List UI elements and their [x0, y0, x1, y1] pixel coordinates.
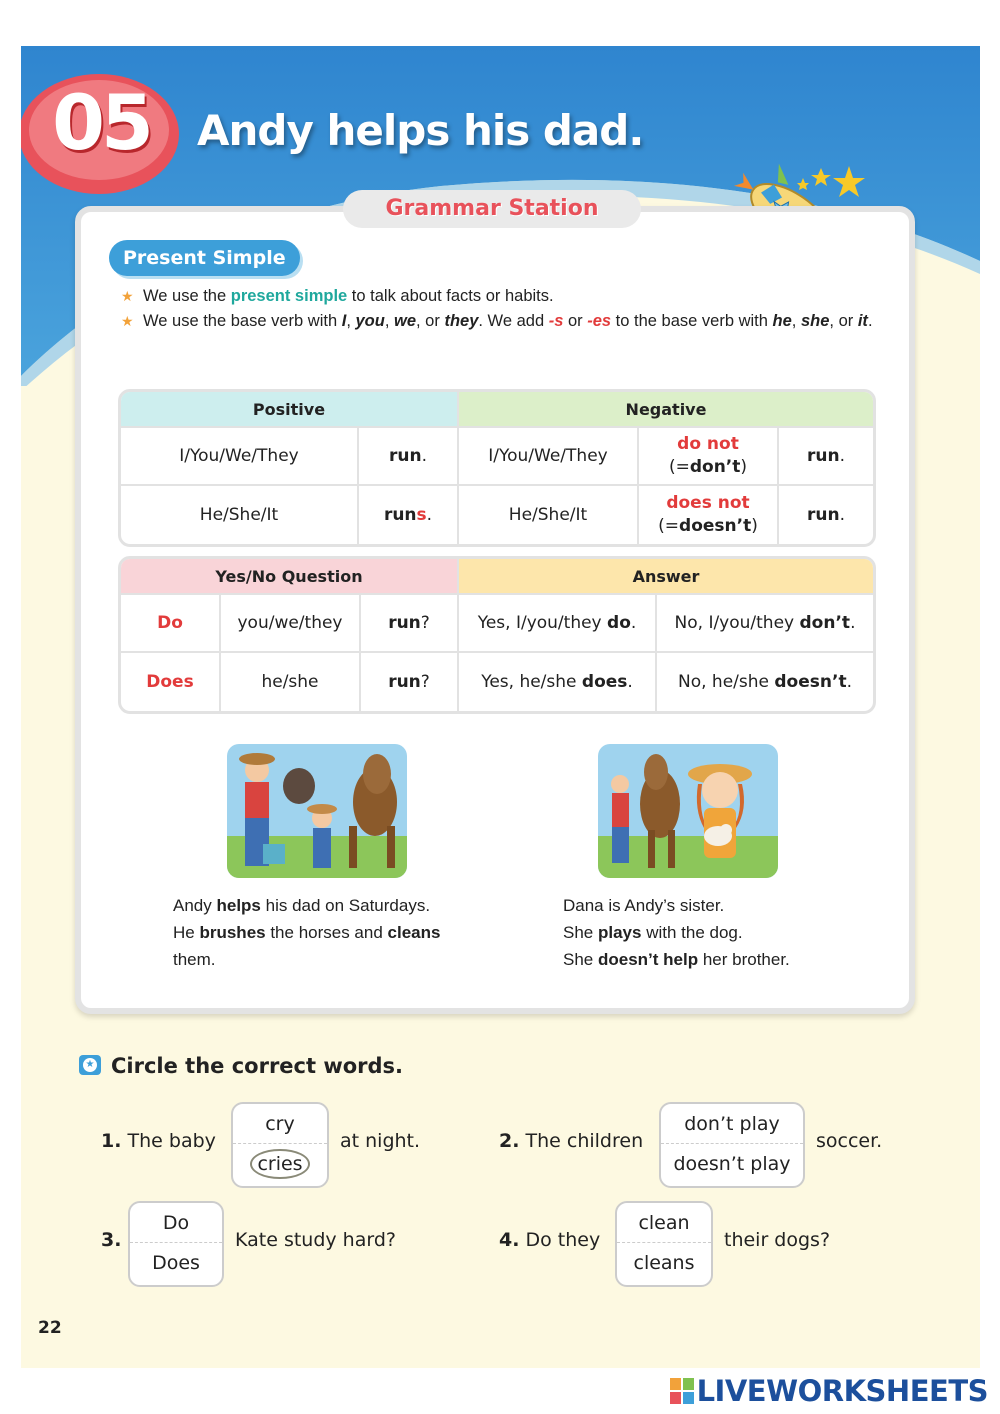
example-caption-andy [173, 892, 440, 973]
subject-cell: I/You/We/They [459, 428, 639, 486]
worksheet-page [21, 46, 980, 1368]
caption-line: He brushes the horses and cleans [173, 923, 441, 942]
verb-cell: run? [361, 653, 459, 711]
question-header: Yes/No Question [121, 559, 459, 595]
subject-cell: He/She/It [459, 486, 639, 544]
section-label-present-simple: Present Simple [109, 240, 300, 276]
exercise-item-2: 2. The children [499, 1130, 644, 1152]
choice-box-2 [659, 1102, 805, 1188]
exercise-item-1-after: at night. [340, 1130, 421, 1152]
table-row [121, 595, 873, 653]
caption-line: She doesn’t help her brother. [563, 950, 790, 969]
caption-line: them. [173, 950, 216, 969]
positive-header: Positive [121, 392, 459, 428]
page-title: Andy helps his dad. [197, 106, 644, 155]
verb-cell: runs. [359, 486, 459, 544]
grammar-station-tab: Grammar Station [343, 190, 641, 228]
circled-answer: cries [250, 1149, 309, 1179]
option-cleans[interactable]: cleans [633, 1252, 695, 1274]
choice-box-3 [128, 1201, 224, 1287]
negative-header: Negative [459, 392, 873, 428]
negative-aux-cell: does not (=doesn’t) [639, 486, 779, 544]
no-answer-cell: No, he/she doesn’t. [678, 672, 852, 692]
exercise-item-3: 3. [101, 1229, 122, 1251]
negative-aux-cell: do not (=don’t) [639, 428, 779, 486]
table-row [121, 486, 873, 544]
yes-answer-cell: Yes, I/you/they do. [459, 595, 657, 653]
verb-cell: run. [779, 428, 873, 486]
exercise-item-4-after: their dogs? [724, 1229, 831, 1251]
option-cry[interactable]: cry [233, 1104, 327, 1144]
exercise-item-3-after: Kate study hard? [235, 1229, 396, 1251]
subject-cell: He/She/It [121, 486, 359, 544]
table-row [121, 653, 873, 711]
liveworksheets-logo: LIVEWORKSHEETS [670, 1374, 988, 1408]
exercise-item-1: 1. The baby [101, 1130, 216, 1152]
aux-cell: Do [121, 595, 221, 653]
choice-box-4 [615, 1201, 713, 1287]
aux-cell: Does [121, 653, 221, 711]
example-caption-dana [563, 892, 790, 973]
option-doesnt-play[interactable]: doesn’t play [673, 1153, 791, 1175]
no-answer-cell: No, I/you/they don’t. [657, 595, 873, 653]
verb-cell: run. [807, 505, 845, 525]
star-bullet-icon: ★ [121, 288, 134, 304]
caption-line: Dana is Andy’s sister. [563, 896, 725, 915]
exercise-title: ★ Circle the correct words. [79, 1054, 403, 1078]
question-answer-table [118, 556, 876, 714]
verb-cell: run? [361, 595, 459, 653]
option-do[interactable]: Do [130, 1203, 222, 1243]
option-clean[interactable]: clean [617, 1203, 711, 1243]
star-box-icon: ★ [79, 1055, 101, 1075]
option-cries[interactable] [233, 1144, 327, 1184]
yes-answer-cell: Yes, he/she does. [459, 653, 657, 711]
andy-brushing-horse-illustration [227, 744, 407, 878]
option-does[interactable]: Does [152, 1252, 200, 1274]
subject-cell: you/we/they [221, 595, 361, 653]
positive-negative-table [118, 389, 876, 547]
caption-line: She plays with the dog. [563, 923, 743, 942]
dana-playing-with-dog-illustration [598, 744, 778, 878]
table-row [121, 428, 873, 486]
subject-cell: he/she [221, 653, 361, 711]
star-bullet-icon: ★ [121, 313, 134, 329]
grammar-rules [121, 284, 891, 334]
liveworksheets-logo-icon [670, 1378, 694, 1404]
choice-box-1 [231, 1102, 329, 1188]
rule-item: ★ We use the present simple to talk about facts or habits. [121, 284, 891, 309]
answer-header: Answer [459, 559, 873, 595]
rule-item: ★ We use the base verb with I, you, we, or they. We add -s or -es to the base verb with he, she, or it. [121, 309, 891, 334]
exercise-item-4: 4. Do they [499, 1229, 601, 1251]
unit-number: 05 [52, 78, 150, 167]
caption-line: Andy helps his dad on Saturdays. [173, 896, 431, 915]
subject-cell: I/You/We/They [121, 428, 359, 486]
option-dont-play[interactable]: don’t play [661, 1104, 803, 1144]
exercise-item-2-after: soccer. [816, 1130, 883, 1152]
verb-cell: run. [359, 428, 459, 486]
page-number: 22 [38, 1318, 62, 1338]
